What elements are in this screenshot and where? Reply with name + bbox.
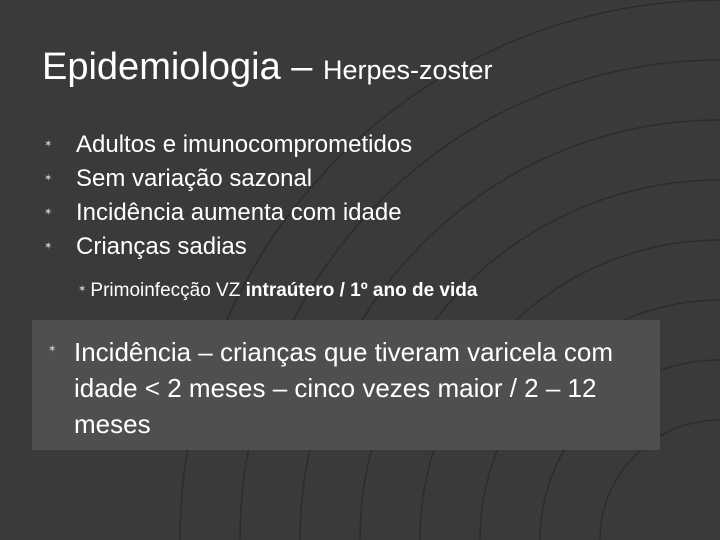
title-subtitle: Herpes-zoster [322, 55, 493, 85]
bullet-text: Crianças sadias [76, 233, 247, 260]
slide-title [42, 46, 493, 89]
bullet-list [42, 128, 682, 264]
bullet-item [42, 128, 682, 162]
star-bullet-icon: ✶ [48, 344, 57, 355]
bullet-text: Adultos e imunocomprometidos [76, 131, 413, 158]
star-bullet-icon: ✶ [78, 284, 87, 295]
sub-bullet-bold-text: intraútero / 1º ano de vida [245, 280, 478, 301]
star-bullet-icon: ✶ [44, 139, 53, 150]
star-bullet-icon: ✶ [44, 241, 53, 252]
sub-bullet-text: Primoinfecção VZ [90, 280, 246, 301]
title-main: Epidemiologia – [42, 46, 323, 88]
highlight-box [32, 320, 660, 450]
highlight-text: Incidência – crianças que tiveram varicela com idade < 2 meses – cinco vezes maior / 2 – 12 meses [74, 337, 614, 439]
star-bullet-icon: ✶ [44, 173, 53, 184]
bullet-item [42, 196, 682, 230]
bullet-item [42, 230, 682, 264]
star-bullet-icon: ✶ [44, 207, 53, 218]
bullet-item [42, 162, 682, 196]
bullet-text: Sem variação sazonal [76, 165, 313, 192]
sub-bullet-item [78, 276, 477, 305]
bullet-text: Incidência aumenta com idade [76, 199, 402, 226]
